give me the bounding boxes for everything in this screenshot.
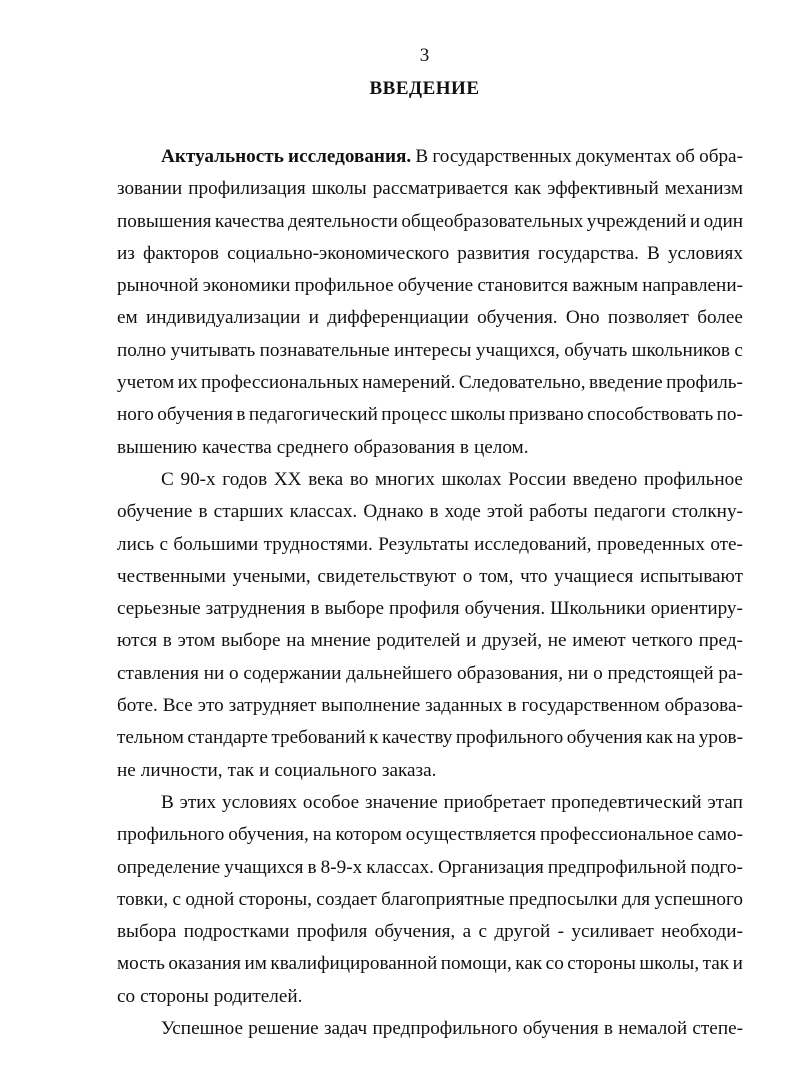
word: работы <box>529 501 588 523</box>
word: исследований, <box>474 533 592 555</box>
word: Результаты <box>378 533 469 555</box>
word: имеют <box>572 630 626 652</box>
word: и <box>732 953 743 975</box>
word: школах <box>441 468 502 490</box>
word: пропедевтический <box>551 791 702 813</box>
word: В <box>647 242 660 264</box>
word: учитывать <box>170 339 256 361</box>
word: родителей <box>376 630 461 652</box>
word: вышению <box>117 436 198 458</box>
word: интересы <box>394 339 472 361</box>
word: столкну- <box>671 501 743 523</box>
word: в <box>162 630 172 652</box>
word: познавательные <box>259 339 390 361</box>
word: профильное <box>294 275 394 297</box>
text-line <box>117 722 743 754</box>
word: так <box>702 953 730 975</box>
word: введено <box>572 468 638 490</box>
word: индивидуализации <box>145 307 301 329</box>
word: профильное <box>643 468 743 490</box>
word: родителей. <box>213 985 303 1007</box>
word: создает <box>316 888 377 910</box>
word: профиля <box>389 598 460 620</box>
text-line <box>117 270 743 302</box>
word: профиль- <box>666 372 743 394</box>
word: в <box>198 501 208 523</box>
word: педагогический <box>248 404 378 426</box>
word: обучения. <box>477 307 558 329</box>
word: о <box>593 662 603 684</box>
word: развития <box>457 242 530 264</box>
word: определение <box>117 856 221 878</box>
word: не <box>117 759 136 781</box>
word: на <box>286 630 306 652</box>
word: способствовать <box>587 404 714 426</box>
word: для <box>621 888 651 910</box>
word: школы <box>450 404 506 426</box>
word: так <box>227 759 255 781</box>
word: и <box>466 630 477 652</box>
text-line <box>117 690 743 722</box>
word: направлени- <box>642 275 743 297</box>
word: во <box>349 468 369 490</box>
text-line <box>117 625 743 657</box>
word: В <box>415 146 429 167</box>
word: качеству <box>382 727 453 749</box>
word: условиях <box>667 242 743 264</box>
word: как <box>646 727 673 749</box>
word: предпрофильного <box>372 1018 518 1040</box>
word: из <box>117 242 135 264</box>
word: ного <box>117 404 154 426</box>
word: механизм <box>664 178 743 200</box>
word: намерений. <box>362 372 456 394</box>
text-line <box>117 399 743 431</box>
word: Однако <box>363 501 424 523</box>
word: помощи, <box>440 953 512 975</box>
word: затруднения <box>205 598 306 620</box>
word: рассматривается <box>372 178 509 200</box>
bold-word: Актуальность <box>161 146 284 167</box>
word: необходи- <box>661 921 743 943</box>
word: общеобразовательных <box>401 210 584 232</box>
word: ходе <box>444 501 481 523</box>
word: как <box>514 178 542 200</box>
word: образова- <box>664 695 743 717</box>
word: Следовательно, <box>458 372 586 394</box>
word: старших <box>213 501 284 523</box>
word: профессиональных <box>201 372 359 394</box>
word: профильного <box>117 824 225 846</box>
word: личности, <box>140 759 223 781</box>
word: Оно <box>565 307 600 329</box>
word: мость <box>117 953 165 975</box>
word: на <box>312 824 332 846</box>
word: серьезные <box>117 598 201 620</box>
word: государственном <box>521 695 660 717</box>
word: содержании <box>243 662 342 684</box>
word: 90-х <box>180 468 216 490</box>
word: учетом <box>117 372 175 394</box>
word: социального <box>274 759 377 781</box>
word: ра- <box>718 662 743 684</box>
word: Школьники <box>550 598 646 620</box>
word: обучения <box>522 1018 599 1040</box>
word: обучения. <box>464 598 546 620</box>
word: школьников <box>631 339 730 361</box>
word: в <box>310 598 320 620</box>
word: профильного <box>455 727 564 749</box>
word: рыночной <box>117 275 199 297</box>
word: и <box>689 210 701 232</box>
word: классах. <box>366 856 434 878</box>
word: обучения <box>566 727 643 749</box>
word: качества <box>214 210 285 232</box>
word: о <box>229 662 239 684</box>
text-line <box>117 561 743 593</box>
word: осуществляется <box>405 824 537 846</box>
word: учащиеся <box>554 565 634 587</box>
word: в <box>459 436 469 458</box>
word: классах. <box>289 501 358 523</box>
word: оказания <box>168 953 241 975</box>
word: им <box>244 953 267 975</box>
word: обучения, <box>374 921 456 943</box>
word: дальнейшего <box>346 662 453 684</box>
word: учреждений <box>586 210 687 232</box>
text-line <box>117 496 743 528</box>
word: задач <box>323 1018 368 1040</box>
word: профессиональное <box>539 824 694 846</box>
word: деятельности <box>288 210 398 232</box>
text-line <box>117 529 743 561</box>
paragraph <box>117 1013 743 1045</box>
word: успешного <box>654 888 743 910</box>
word: испытывают <box>639 565 743 587</box>
word: стороны, <box>238 888 312 910</box>
word: само- <box>697 824 743 846</box>
word: со <box>545 953 564 975</box>
word: обучения, <box>228 824 309 846</box>
word: профиля <box>296 921 368 943</box>
word: Все <box>162 695 193 717</box>
word: подго- <box>690 856 743 878</box>
word: ориентиру- <box>650 598 743 620</box>
word: об <box>675 146 695 167</box>
word: на <box>676 727 696 749</box>
word: государства. <box>537 242 639 264</box>
word: в <box>603 1018 613 1040</box>
text-line <box>117 755 743 787</box>
word: школы, <box>639 953 700 975</box>
word: Организация <box>437 856 544 878</box>
word: в <box>507 695 517 717</box>
word: 8-9-х <box>320 856 363 878</box>
text-line <box>117 302 743 334</box>
word: России <box>508 468 567 490</box>
text-line <box>117 367 743 399</box>
text-line <box>117 238 743 270</box>
word: по- <box>716 404 743 426</box>
word: позволяет <box>607 307 689 329</box>
word: повышения <box>117 210 212 232</box>
word: профилизация <box>188 178 306 200</box>
text-line <box>117 981 743 1013</box>
word: учащихся, <box>475 339 560 361</box>
word: заданных <box>425 695 503 717</box>
word: одной <box>185 888 235 910</box>
word: в <box>236 404 246 426</box>
word: с <box>478 921 487 943</box>
word: особое <box>302 791 360 813</box>
text-line <box>117 593 743 625</box>
text-line <box>117 787 743 819</box>
word: образования <box>353 436 455 458</box>
word: мнение <box>310 630 371 652</box>
word: призвано <box>508 404 584 426</box>
word: усиливает <box>571 921 654 943</box>
word: педагоги <box>593 501 666 523</box>
text-line <box>117 432 743 464</box>
word: ем <box>117 307 138 329</box>
word: выполнение <box>321 695 421 717</box>
paragraph <box>117 464 743 787</box>
word: проведенных <box>596 533 705 555</box>
word: дифференциации <box>327 307 469 329</box>
word: С <box>161 468 174 490</box>
word: и <box>259 759 270 781</box>
word: степе- <box>692 1018 743 1040</box>
word: полно <box>117 339 167 361</box>
word: этих <box>179 791 217 813</box>
word: не <box>547 630 567 652</box>
text-line <box>117 1013 743 1045</box>
word: обра- <box>699 146 743 167</box>
word: становится <box>477 275 569 297</box>
word: друзей, <box>482 630 543 652</box>
word: выбора <box>117 921 177 943</box>
word: уров- <box>698 727 743 749</box>
word: затрудняет <box>228 695 317 717</box>
word: квалифицированной <box>270 953 438 975</box>
text-line <box>117 884 743 916</box>
word: Успешное <box>161 1018 243 1040</box>
word: значение <box>365 791 438 813</box>
word: стороны <box>567 953 636 975</box>
word: XX <box>273 468 302 490</box>
word: о <box>462 565 473 587</box>
word: другой <box>494 921 551 943</box>
word: этап <box>707 791 743 813</box>
word: немалой <box>618 1018 688 1040</box>
word: ются <box>117 630 158 652</box>
word: школы <box>311 178 367 200</box>
text-line <box>117 916 743 948</box>
word: экономики <box>202 275 291 297</box>
word: предпосылки <box>508 888 618 910</box>
word: боте. <box>117 695 158 717</box>
word: государственных <box>432 146 572 167</box>
word: обучение <box>397 275 474 297</box>
bold-word: исследования. <box>288 146 412 167</box>
word: ни <box>567 662 589 684</box>
word: с <box>172 888 182 910</box>
text-line <box>117 141 743 173</box>
word: благоприятные <box>381 888 505 910</box>
word: товки, <box>117 888 169 910</box>
word: введение <box>589 372 663 394</box>
word: условиях <box>221 791 298 813</box>
word: в <box>307 856 317 878</box>
word: решение <box>248 1018 319 1040</box>
text-line <box>117 173 743 205</box>
word: подростками <box>183 921 290 943</box>
word: целом. <box>473 436 529 458</box>
body-text <box>117 141 743 1045</box>
word: факторов <box>142 242 219 264</box>
word: требований <box>271 727 366 749</box>
word: предстоящей <box>607 662 714 684</box>
word: со <box>117 985 136 1007</box>
text-line <box>117 852 743 884</box>
word: процесс <box>381 404 448 426</box>
word: с <box>734 339 743 361</box>
word: зовании <box>117 178 183 200</box>
word: котором <box>335 824 402 846</box>
word: один <box>703 210 743 232</box>
text-line <box>117 819 743 851</box>
word: как <box>515 953 543 975</box>
word: учеными, <box>232 565 311 587</box>
word: образования, <box>457 662 564 684</box>
word: четкого <box>631 630 693 652</box>
word: обучения <box>157 404 234 426</box>
word: что <box>520 565 548 587</box>
word: обучать <box>564 339 628 361</box>
word: века <box>308 468 344 490</box>
word: том, <box>479 565 514 587</box>
word: их <box>177 372 198 394</box>
word: заказа. <box>381 759 437 781</box>
word: годов <box>222 468 268 490</box>
word: тельном <box>117 727 184 749</box>
word: выборе <box>324 598 385 620</box>
word: большими <box>173 533 259 555</box>
word: обучение <box>117 501 193 523</box>
word: многих <box>375 468 435 490</box>
word: этом <box>177 630 216 652</box>
word: чественными <box>117 565 226 587</box>
section-heading: ВВЕДЕНИЕ <box>369 78 480 99</box>
word: учащихся <box>224 856 304 878</box>
text-line <box>117 948 743 980</box>
word: эффективный <box>547 178 659 200</box>
word: среднего <box>276 436 349 458</box>
page-number: 3 <box>419 45 430 66</box>
word: документах <box>575 146 672 167</box>
word: предпрофильной <box>547 856 687 878</box>
text-line <box>117 464 743 496</box>
word: свидетельствуют <box>317 565 457 587</box>
text-line <box>117 206 743 238</box>
word: стандарте <box>187 727 268 749</box>
word: трудностями. <box>263 533 373 555</box>
word: это <box>197 695 224 717</box>
word: оте- <box>710 533 743 555</box>
paragraph <box>117 141 743 464</box>
word: к <box>369 727 379 749</box>
word: лись <box>117 533 155 555</box>
word: ставления <box>117 662 199 684</box>
word: более <box>697 307 743 329</box>
word: выборе <box>221 630 281 652</box>
word: приобретает <box>443 791 546 813</box>
word: а <box>462 921 472 943</box>
word: В <box>161 791 174 813</box>
word: ни <box>203 662 225 684</box>
word: с <box>159 533 169 555</box>
word: этой <box>486 501 524 523</box>
paragraph <box>117 787 743 1013</box>
word: стороны <box>140 985 209 1007</box>
word: и <box>308 307 319 329</box>
text-line <box>117 335 743 367</box>
word: - <box>557 921 565 943</box>
word: социально-экономического <box>227 242 450 264</box>
word: пред- <box>698 630 743 652</box>
word: в <box>429 501 439 523</box>
word: важным <box>572 275 639 297</box>
text-line <box>117 658 743 690</box>
word: качества <box>202 436 272 458</box>
